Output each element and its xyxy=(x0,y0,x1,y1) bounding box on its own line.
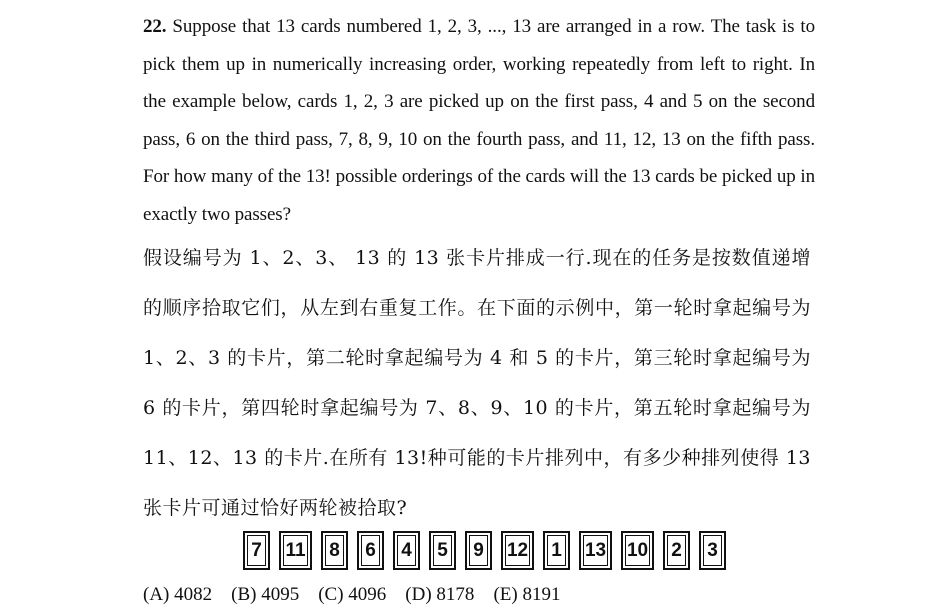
answer-choices xyxy=(143,584,560,606)
choice-c: (C) 4096 xyxy=(318,584,387,605)
choice-b: (B) 4095 xyxy=(231,584,300,605)
card-label: 11 xyxy=(283,535,308,566)
card xyxy=(501,531,534,570)
problem-statement-chinese: 假设编号为 1、2、3、 13 的 13 张卡片排成一行.现在的任务是按数值递增的顺序拾取它们，从左到右重复工作。在下面的示例中，第一轮时拿起编号为 1、2、3 的卡片，第二轮时拿起编号为 4 和 5 的卡片，第三轮时拿起编号为 6 的卡片，第四轮时拿起编号为 7、8、9、10 的卡片，第五轮时拿起编号为 11、12、13 的卡片.在所有 13!种可能的卡片排列中，有多少种排列使得 13 张卡片可通过恰好两轮被拾取? xyxy=(143,247,811,519)
problem-statement-english: Suppose that 13 cards numbered 1, 2, 3, ..., 13 are arranged in a row. The task is to pick them up in numerically increasing order, working repeatedly from left to right. In the example below, cards 1, 2, 3 are picked up on the first pass, 4 and 5 on the second pass, 6 on the third pass, 7, 8, 9, 10 on the fourth pass, and 11, 12, 13 on the fifth pass. For how many of the 13! possible orderings of the cards will the 13 cards be picked up in exactly two passes? xyxy=(143,16,815,225)
card-label: 9 xyxy=(469,535,488,566)
card xyxy=(465,531,492,570)
card-row xyxy=(243,531,726,571)
card-label: 3 xyxy=(703,535,722,566)
problem-number: 22. xyxy=(143,16,167,37)
card-label: 7 xyxy=(247,535,266,566)
card-label: 1 xyxy=(547,535,566,566)
card-label: 10 xyxy=(625,535,650,566)
card xyxy=(579,531,612,570)
card xyxy=(543,531,570,570)
card xyxy=(321,531,348,570)
card xyxy=(699,531,726,570)
card-label: 12 xyxy=(505,535,530,566)
problem-text-english xyxy=(143,8,815,233)
card xyxy=(393,531,420,570)
card xyxy=(429,531,456,570)
choice-d: (D) 8178 xyxy=(405,584,475,605)
card-label: 2 xyxy=(667,535,686,566)
choice-e: (E) 8191 xyxy=(493,584,561,605)
card xyxy=(621,531,654,570)
card-label: 6 xyxy=(361,535,380,566)
card-label: 8 xyxy=(325,535,344,566)
card xyxy=(357,531,384,570)
card-label: 13 xyxy=(583,535,608,566)
choice-a: (A) 4082 xyxy=(143,584,213,605)
card xyxy=(279,531,312,570)
card xyxy=(663,531,690,570)
card-label: 4 xyxy=(397,535,416,566)
card-label: 5 xyxy=(433,535,452,566)
card xyxy=(243,531,270,570)
